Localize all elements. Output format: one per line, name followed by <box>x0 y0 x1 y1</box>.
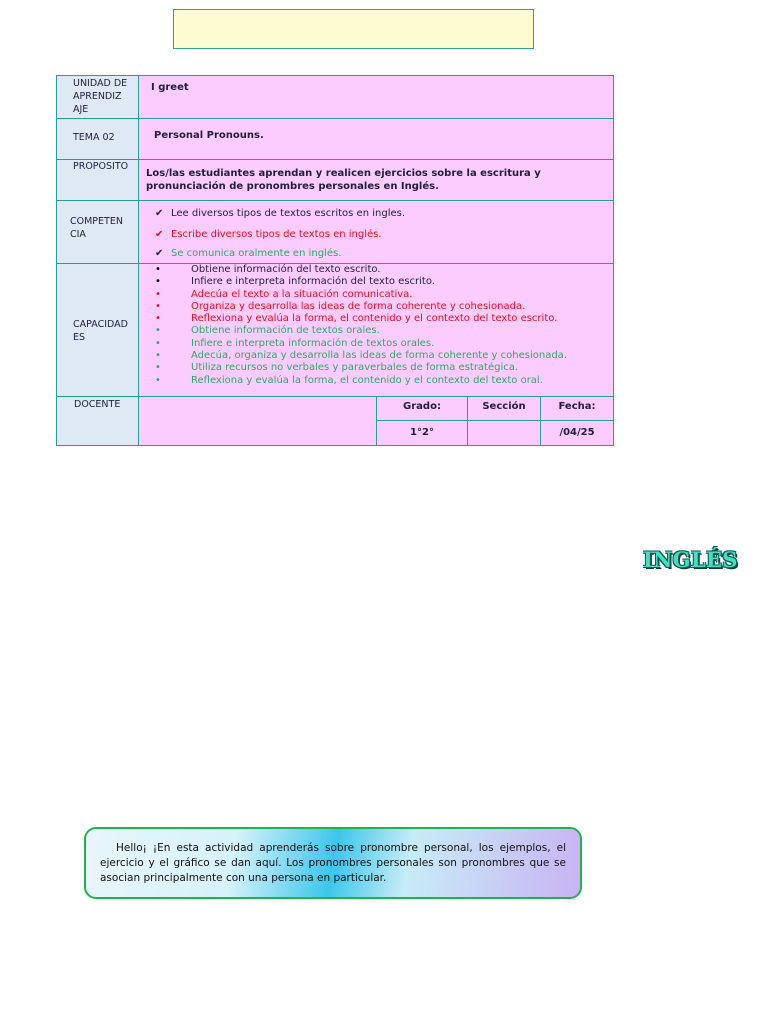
proposito-label-cell <box>57 160 139 201</box>
capacidad-item: • Obtiene información de textos orales. <box>155 325 380 337</box>
competencia-value-cell <box>139 201 614 264</box>
seccion-label: Sección <box>468 397 541 421</box>
fecha-label: Fecha: <box>541 397 614 421</box>
tema-label: TEMA 02 <box>73 132 115 143</box>
competencia-label-cell <box>57 201 139 264</box>
capacidades-list <box>139 264 613 387</box>
check-icon: ✔ <box>155 229 164 240</box>
bullet-icon: • <box>155 374 161 386</box>
tema-value: Personal Pronouns. <box>154 130 264 141</box>
capacidades-label: CAPACIDAD ES <box>73 318 128 343</box>
docente-value-cell <box>139 397 377 446</box>
bubble-text: Hello¡ ¡En esta actividad aprenderás sobre pronombre personal, los ejemplos, el ejercicio y el gráfico se dan aquí. Los pronombres personales son pronombres que se asocian principalmente con una persona en particular. <box>100 842 566 884</box>
lesson-plan-table <box>56 75 614 446</box>
capacidad-item: • Reflexiona y evalúa la forma, el contenido y el contexto del texto oral. <box>155 374 543 386</box>
bullet-icon: • <box>155 300 161 312</box>
speech-bubble <box>84 827 602 901</box>
unidad-label: UNIDAD DE APRENDIZ AJE <box>73 78 128 115</box>
seccion-value <box>468 421 541 446</box>
ingles-title: INGLÉS <box>643 547 738 572</box>
capacidad-item: • Reflexiona y evalúa la forma, el contenido y el contexto del texto escrito. <box>155 313 558 325</box>
bullet-icon: • <box>155 350 161 362</box>
docente-label-cell <box>57 397 139 446</box>
title-box <box>173 9 534 49</box>
bullet-icon: • <box>155 337 161 349</box>
capacidades-value-cell <box>139 264 614 397</box>
capacidad-item: • Organiza y desarrolla las ideas de forma coherente y cohesionada. <box>155 300 526 312</box>
competencia-list <box>139 201 613 260</box>
competencia-label: COMPETEN CIA <box>70 216 123 240</box>
competencia-item: ✔ Se comunica oralmente en inglés. <box>155 248 342 259</box>
grado-value: 1°2° <box>377 421 468 446</box>
unidad-label-cell <box>57 76 139 119</box>
tema-label-cell <box>57 119 139 160</box>
capacidad-item: • Adecúa el texto a la situación comunicativa. <box>155 288 413 300</box>
grado-label: Grado: <box>377 397 468 421</box>
bullet-icon: • <box>155 276 161 288</box>
competencia-item: ✔ Lee diversos tipos de textos escritos en ingles. <box>155 208 406 219</box>
bullet-icon: • <box>155 362 161 374</box>
unidad-value-cell <box>139 76 614 119</box>
bullet-icon: • <box>155 313 161 325</box>
bullet-icon: • <box>155 325 161 337</box>
unidad-value: I greet <box>151 82 189 93</box>
tema-value-cell <box>139 119 614 160</box>
competencia-item: ✔ Escribe diversos tipos de textos en inglés. <box>155 229 382 240</box>
capacidad-item: • Utiliza recursos no verbales y paraverbales de forma estratégica. <box>155 362 519 374</box>
check-icon: ✔ <box>155 248 164 259</box>
docente-label: DOCENTE <box>74 399 121 410</box>
proposito-value: Los/las estudiantes aprendan y realicen ejercicios sobre la escritura y pronunciación de pronombres personales en Inglés. <box>146 168 541 192</box>
bubble-body <box>84 827 582 899</box>
capacidad-item: • Infiere e interpreta información del texto escrito. <box>155 276 435 288</box>
bullet-icon: • <box>155 288 161 300</box>
proposito-label: PROPOSITO <box>73 161 129 172</box>
capacidades-label-cell <box>57 264 139 397</box>
capacidad-item: • Adecúa, organiza y desarrolla las ideas de forma coherente y cohesionada. <box>155 350 567 362</box>
fecha-value: /04/25 <box>541 421 614 446</box>
capacidad-item: • Infiere e interpreta información de textos orales. <box>155 337 435 349</box>
check-icon: ✔ <box>155 208 164 219</box>
proposito-value-cell <box>139 160 614 201</box>
capacidad-item: • Obtiene información del texto escrito. <box>155 264 381 275</box>
bullet-icon: • <box>155 264 161 275</box>
